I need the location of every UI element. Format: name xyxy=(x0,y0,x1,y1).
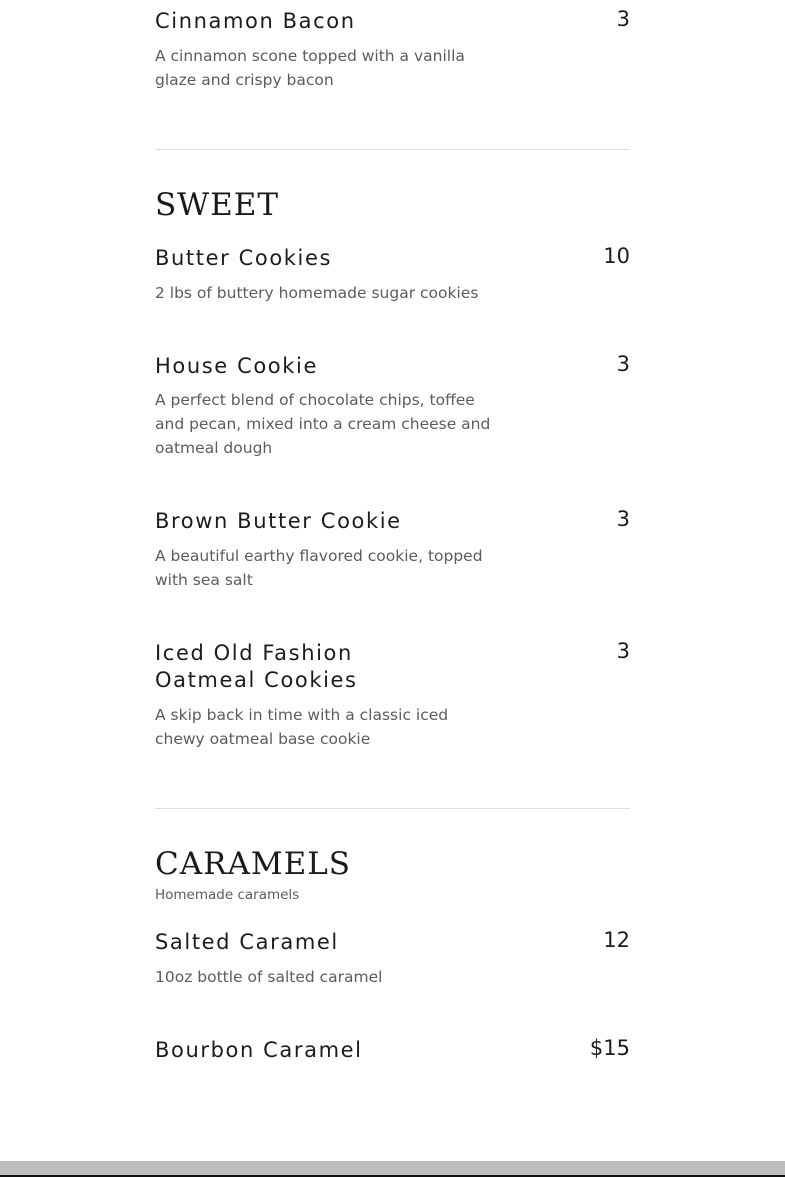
item-name: Brown Butter Cookie xyxy=(155,509,402,533)
item-name: Cinnamon Bacon xyxy=(155,9,356,33)
section-title-sweet: SWEET xyxy=(155,187,280,223)
item-name: Bourbon Caramel xyxy=(155,1038,363,1062)
item-name: Butter Cookies xyxy=(155,246,333,270)
section-divider xyxy=(155,149,630,150)
item-description: A beautiful earthy flavored cookie, topped with sea salt xyxy=(155,547,483,589)
item-description: A perfect blend of chocolate chips, toffee and pecan, mixed into a cream cheese and oatmeal dough xyxy=(155,391,491,457)
item-name: Iced Old Fashion Oatmeal Cookies xyxy=(155,641,358,692)
item-price: 3 xyxy=(616,7,630,31)
item-description: 2 lbs of buttery homemade sugar cookies xyxy=(155,284,479,302)
section-title-caramels: CARAMELS xyxy=(155,846,352,882)
item-price: 10 xyxy=(603,244,630,268)
item-price: 3 xyxy=(616,639,630,663)
footer-bar xyxy=(0,1161,785,1175)
item-name: House Cookie xyxy=(155,354,318,378)
item-price: $15 xyxy=(589,1036,630,1060)
item-price: 3 xyxy=(616,507,630,531)
item-description: A cinnamon scone topped with a vanilla glaze and crispy bacon xyxy=(155,47,465,89)
section-subtitle: Homemade caramels xyxy=(155,887,300,903)
item-name: Salted Caramel xyxy=(155,930,339,954)
item-description: 10oz bottle of salted caramel xyxy=(155,968,383,986)
item-price: 3 xyxy=(616,352,630,376)
item-description: A skip back in time with a classic iced chewy oatmeal base cookie xyxy=(155,706,449,748)
section-divider xyxy=(155,808,630,809)
item-price: 12 xyxy=(603,928,630,952)
